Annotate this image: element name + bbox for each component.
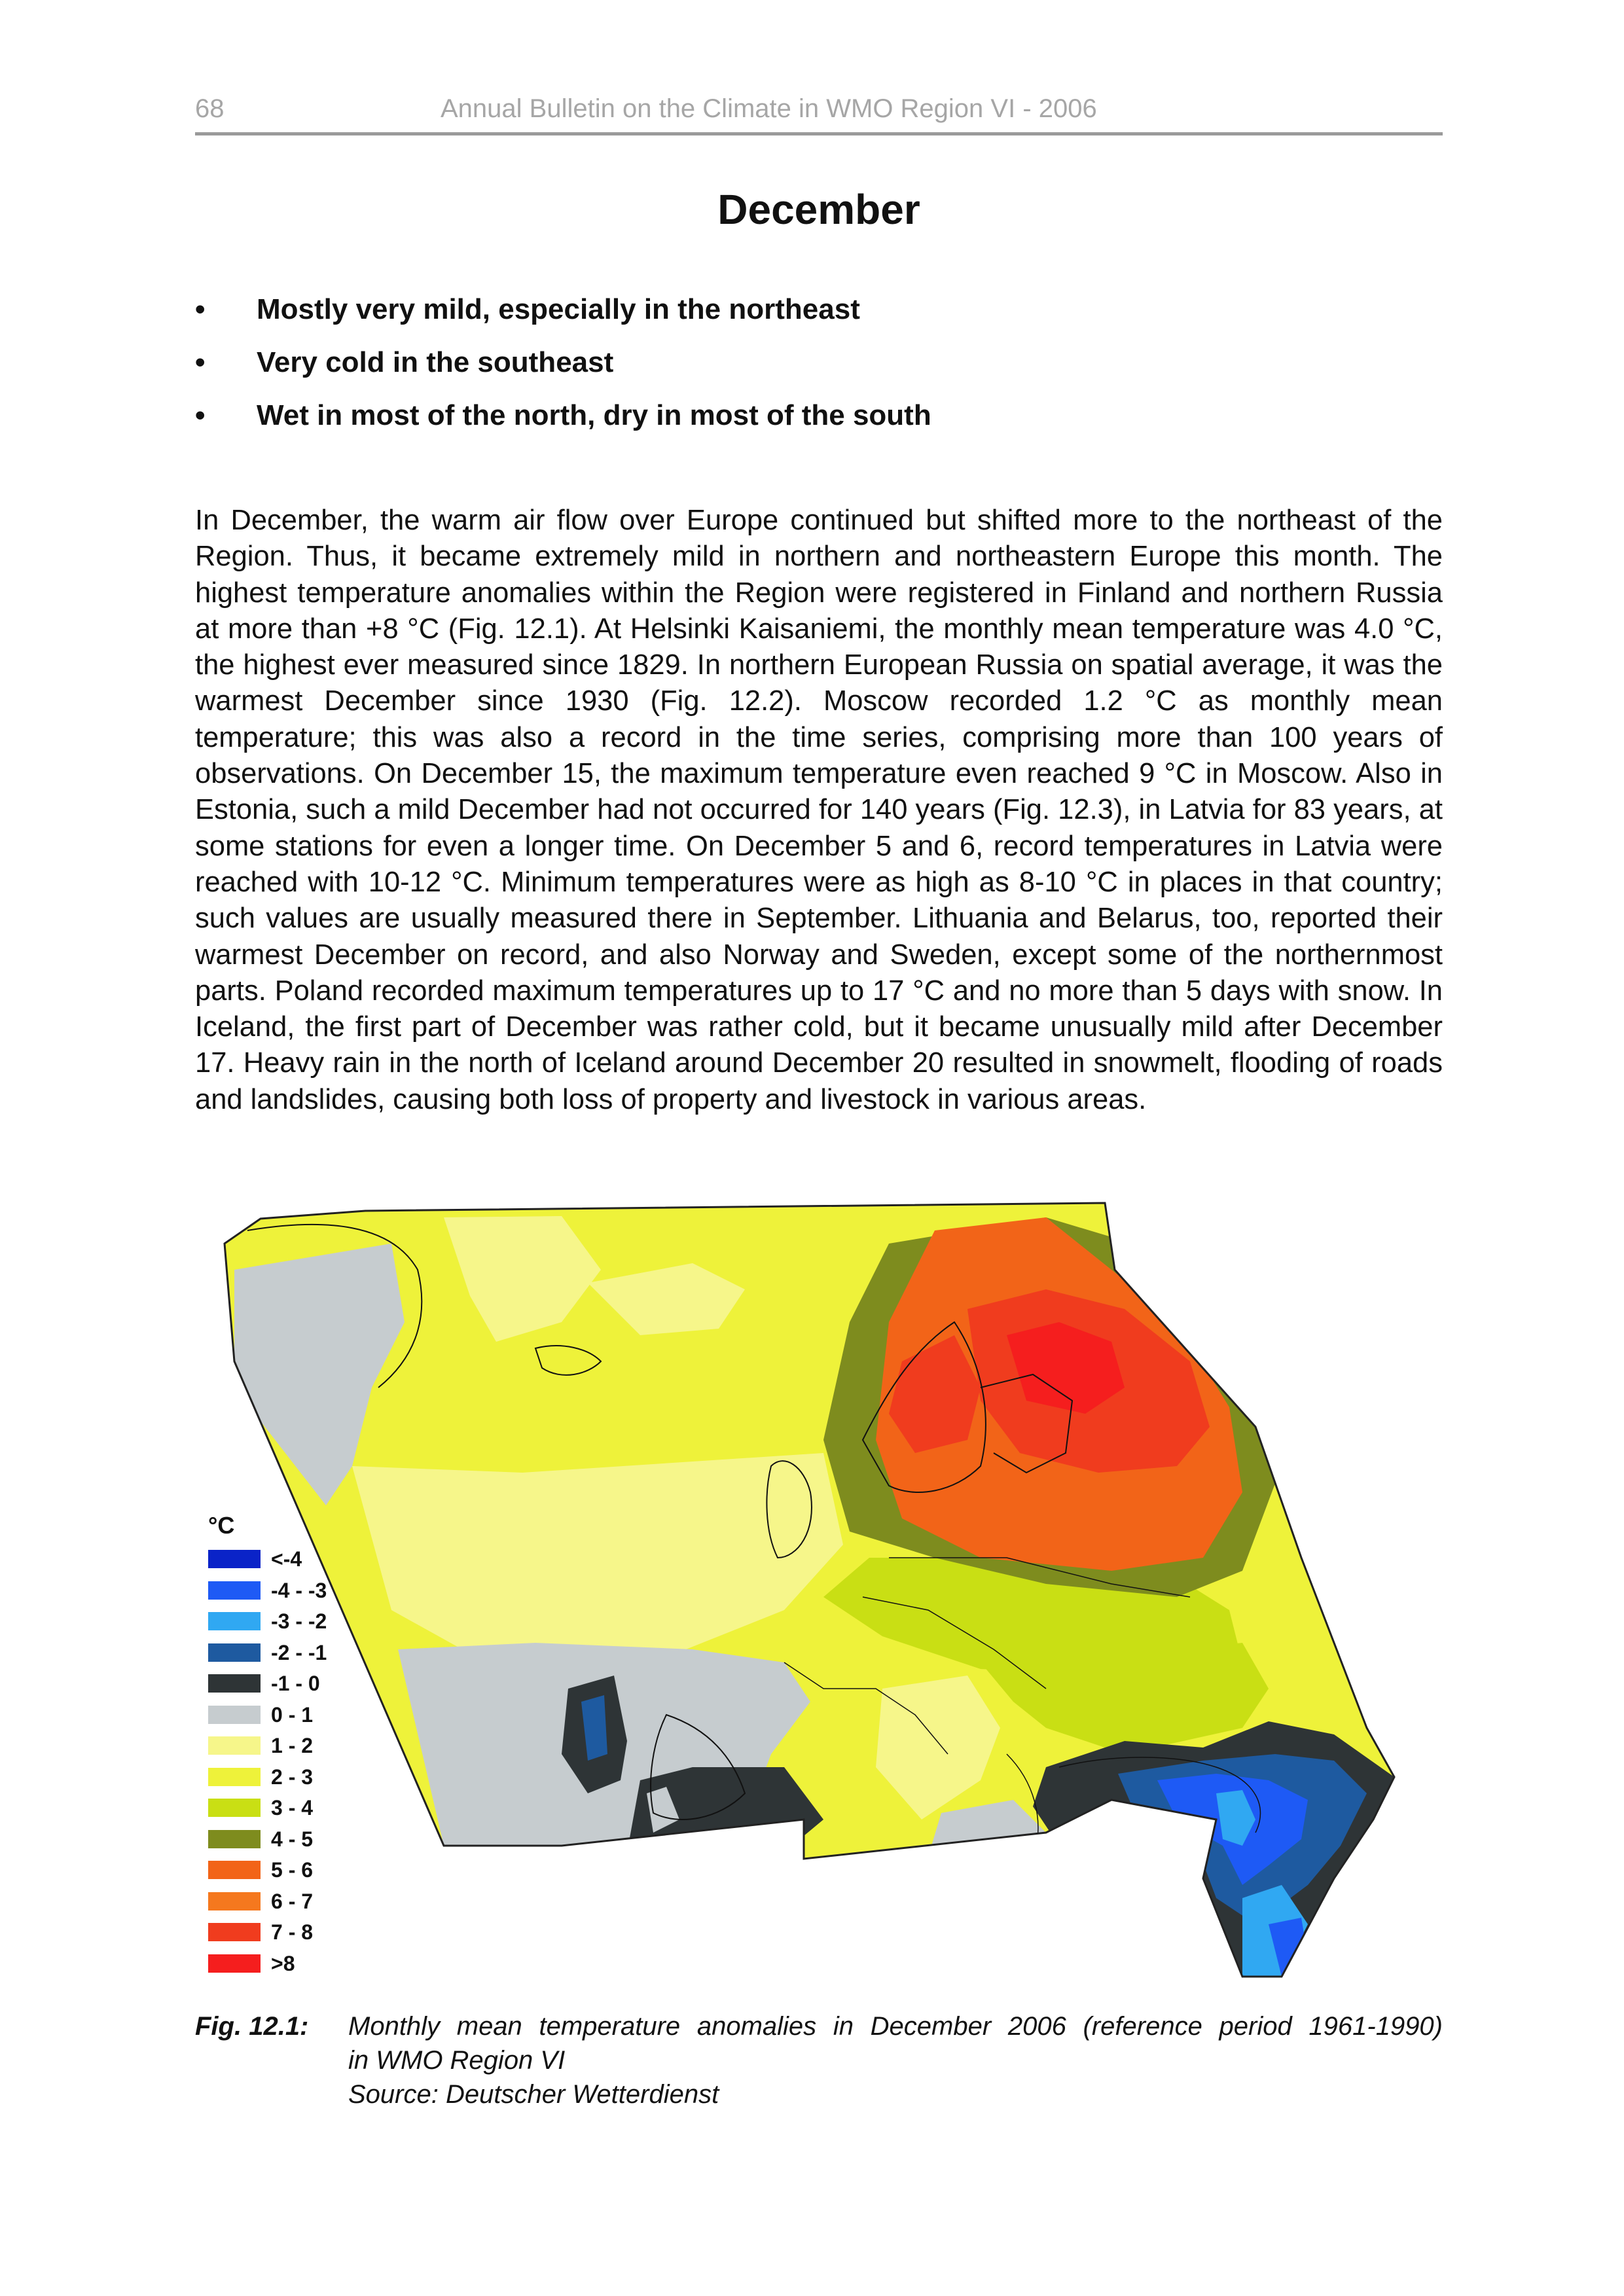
bullet-item: [195, 399, 1443, 452]
caption-line: in WMO Region VI: [348, 2046, 566, 2075]
bullet-text: Very cold in the southeast: [257, 346, 614, 378]
legend-swatch: [208, 1706, 261, 1724]
legend-swatch: [208, 1736, 261, 1755]
caption-text: [348, 2009, 1443, 2111]
caption-line: Monthly mean temperature anomalies in December 2006 (reference period 1961-1990): [348, 2012, 1443, 2041]
page-number: 68: [195, 94, 225, 123]
bullet-dot: •: [195, 346, 206, 378]
legend-label: 4 - 5: [271, 1827, 314, 1851]
legend-label: 0 - 1: [271, 1702, 314, 1727]
legend-item: [208, 1918, 352, 1949]
map-legend: [208, 1512, 352, 1980]
legend-label: 3 - 4: [271, 1796, 314, 1820]
legend-swatch: [208, 1954, 261, 1973]
legend-label: 2 - 3: [271, 1765, 314, 1789]
bullet-dot: •: [195, 293, 206, 325]
legend-unit: °C: [208, 1512, 235, 1539]
legend-swatch: [208, 1550, 261, 1568]
anomaly-map: [195, 1191, 1443, 1983]
bullet-dot: •: [195, 399, 206, 431]
body-paragraph: In December, the warm air flow over Europe continued but shifted more to the northeast of the Region. Thus, it became extremely mild in northern and northeastern Europe this month. The highest temperature anomalies within the Region were registered in Finland and northern Russia at more than +8 °C (Fig. 12.1). At Helsinki Kaisaniemi, the monthly mean temperature was 4.0 °C, the highest ever measured since 1829. In northern European Russia on spatial average, it was the warmest December since 1930 (Fig. 12.2). Moscow recorded 1.2 °C as monthly mean temperature; this was also a record in the time series, comprising more than 100 years of observations. On December 15, the maximum temperature even reached 9 °C in Moscow. Also in Estonia, such a mild December had not occurred for 140 years (Fig. 12.3), in Latvia for 83 years, at some stations for even a longer time. On December 5 and 6, record temperatures in Latvia were reached with 10-12 °C. Minimum temperatures were as high as 8-10 °C in places in that country; such values are usually measured there in September. Lithuania and Belarus, too, reported their warmest December on record, and also Norway and Sweden, except some of the northernmost parts. Poland recorded maximum temperatures up to 17 °C and no more than 5 days with snow. In Iceland, the first part of December was rather cold, but it became unusually mild after December 17. Heavy rain in the north of Iceland around December 20 resulted in snowmelt, flooding of roads and landslides, causing both loss of property and livestock in various areas.: [195, 505, 1443, 1115]
legend-label: -1 - 0: [271, 1672, 320, 1695]
map-fill: [195, 1191, 1443, 1983]
legend-item: [208, 1576, 352, 1607]
legend-label: -2 - -1: [271, 1640, 327, 1664]
legend-item: [208, 1669, 352, 1700]
legend-swatch: [208, 1612, 261, 1630]
legend-item: [208, 1638, 352, 1670]
legend-label: -3 - -2: [271, 1609, 327, 1633]
legend-item: [208, 1856, 352, 1887]
legend-item: [208, 1763, 352, 1794]
bullet-text: Wet in most of the north, dry in most of the south: [257, 399, 931, 431]
legend-swatch: [208, 1643, 261, 1662]
legend-label: 1 - 2: [271, 1734, 314, 1757]
caption-label: Fig. 12.1:: [195, 2012, 309, 2041]
legend-item: [208, 1731, 352, 1763]
running-header: [195, 92, 1443, 135]
legend-item: [208, 1887, 352, 1918]
legend-label: -4 - -3: [271, 1578, 327, 1602]
bullet-item: [195, 293, 1443, 346]
legend-swatch: [208, 1923, 261, 1941]
legend-swatch: [208, 1799, 261, 1817]
legend-swatch: [208, 1861, 261, 1879]
running-title: Annual Bulletin on the Climate in WMO Region VI - 2006: [441, 94, 1097, 123]
legend-item: [208, 1825, 352, 1856]
legend-swatch: [208, 1892, 261, 1910]
legend-label: 7 - 8: [271, 1920, 314, 1944]
temperature-anomaly-figure: [195, 1191, 1443, 1983]
legend-swatch: [208, 1768, 261, 1786]
legend-label: 6 - 7: [271, 1889, 314, 1913]
legend-swatch: [208, 1830, 261, 1848]
legend-item: [208, 1607, 352, 1638]
legend-label: >8: [271, 1951, 295, 1975]
caption-line: Source: Deutscher Wetterdienst: [348, 2080, 719, 2109]
legend-swatch: [208, 1581, 261, 1600]
legend-item: [208, 1545, 352, 1576]
legend-item: [208, 1949, 352, 1981]
legend-label: <-4: [271, 1547, 302, 1571]
legend-label: 5 - 6: [271, 1858, 314, 1882]
page-title: December: [717, 186, 920, 233]
legend-swatch: [208, 1674, 261, 1693]
bullet-item: [195, 346, 1443, 399]
bullet-text: Mostly very mild, especially in the northeast: [257, 293, 860, 325]
legend-item: [208, 1793, 352, 1825]
bullet-list: [195, 293, 1443, 452]
legend-item: [208, 1700, 352, 1732]
